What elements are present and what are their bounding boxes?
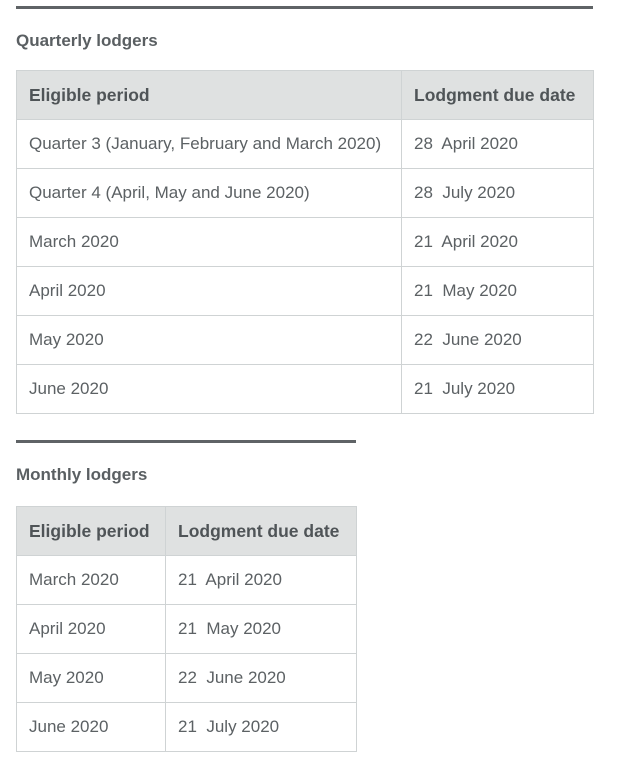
eligible-period-cell: March 2020 — [17, 218, 402, 267]
table-header-row — [17, 507, 357, 556]
lodgment-due-date-header: Lodgment due date — [402, 71, 594, 120]
eligible-period-cell: Quarter 4 (April, May and June 2020) — [17, 169, 402, 218]
monthly-lodgers-section — [16, 440, 356, 736]
table-row — [17, 703, 357, 752]
table-header-row — [17, 71, 594, 120]
section-divider — [16, 6, 593, 9]
due-date-cell: 28 April 2020 — [402, 120, 594, 169]
table-row — [17, 267, 594, 316]
table-row — [17, 218, 594, 267]
due-date-cell: 21 July 2020 — [402, 365, 594, 414]
eligible-period-cell: March 2020 — [17, 556, 166, 605]
due-date-cell: 21 May 2020 — [402, 267, 594, 316]
table-row — [17, 120, 594, 169]
quarterly-lodgers-heading: Quarterly lodgers — [16, 31, 158, 50]
eligible-period-header: Eligible period — [17, 71, 402, 120]
eligible-period-cell: April 2020 — [17, 267, 402, 316]
due-date-cell: 21 April 2020 — [402, 218, 594, 267]
eligible-period-cell: May 2020 — [17, 316, 402, 365]
eligible-period-cell: June 2020 — [17, 365, 402, 414]
section-divider — [16, 440, 356, 443]
table-row — [17, 556, 357, 605]
table-row — [17, 169, 594, 218]
table-row — [17, 365, 594, 414]
eligible-period-cell: April 2020 — [17, 605, 166, 654]
quarterly-lodgers-section — [16, 6, 593, 398]
monthly-lodgers-table — [16, 506, 357, 752]
eligible-period-cell: June 2020 — [17, 703, 166, 752]
due-date-cell: 22 June 2020 — [166, 654, 357, 703]
table-row — [17, 605, 357, 654]
lodgment-due-date-header: Lodgment due date — [166, 507, 357, 556]
eligible-period-cell: Quarter 3 (January, February and March 2020) — [17, 120, 402, 169]
quarterly-lodgers-table — [16, 70, 594, 414]
due-date-cell: 21 July 2020 — [166, 703, 357, 752]
table-row — [17, 316, 594, 365]
due-date-cell: 28 July 2020 — [402, 169, 594, 218]
table-row — [17, 654, 357, 703]
eligible-period-cell: May 2020 — [17, 654, 166, 703]
monthly-lodgers-heading: Monthly lodgers — [16, 465, 148, 484]
due-date-cell: 21 April 2020 — [166, 556, 357, 605]
due-date-cell: 21 May 2020 — [166, 605, 357, 654]
due-date-cell: 22 June 2020 — [402, 316, 594, 365]
eligible-period-header: Eligible period — [17, 507, 166, 556]
